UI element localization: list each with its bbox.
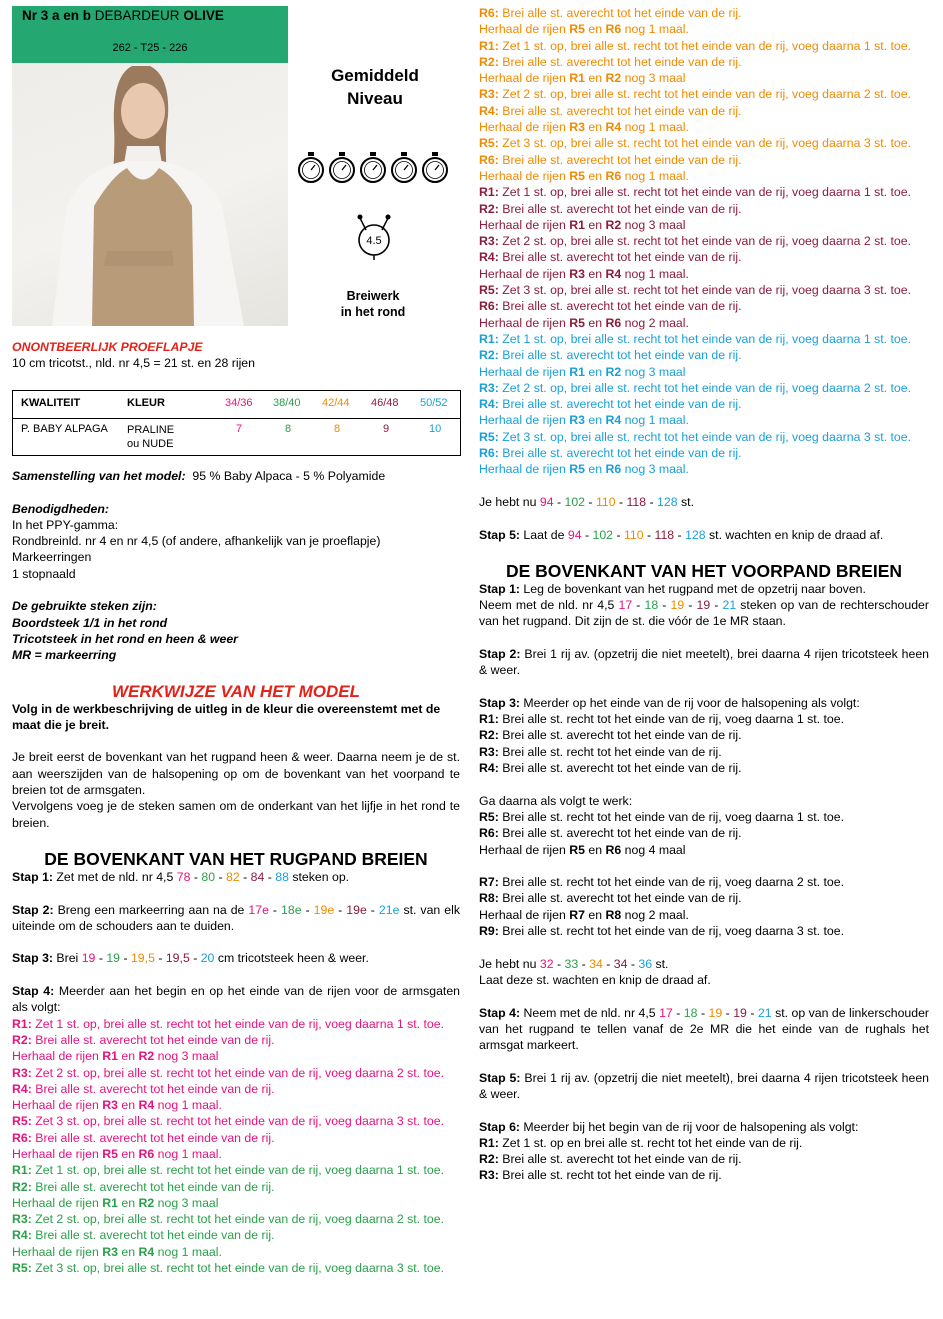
- back-section-title: DE BOVENKANT VAN HET RUGPAND BREIEN: [44, 848, 428, 869]
- instruction-row: R2: Brei alle st. averecht tot het einde van de rij.: [479, 348, 742, 363]
- repeat-row: Herhaal de rijen R1 en R2 nog 3 maal: [479, 71, 686, 86]
- instruction-row: R4: Brei alle st. averecht tot het einde van de rij.: [479, 250, 742, 265]
- front-section-title: DE BOVENKANT VAN HET VOORPAND BREIEN: [505, 560, 903, 581]
- stopwatch-rating: [296, 150, 452, 186]
- instruction-row: R6: Brei alle st. averecht tot het einde van de rij.: [479, 446, 742, 461]
- method-intro: Volg in de werkbeschrijving de uitleg in de kleur die overeenstemt met de maat die je breit.: [12, 701, 441, 732]
- front-step-1-b: Neem met de nld. nr 4,5 17 - 18 - 19 - 19 - 21 steken op van de rechterschouder van het rugpand. Dit zijn de st. die vóór de 1e MR staan.: [479, 598, 929, 629]
- front-step-5: Stap 5: Brei 1 rij av. (opzetrij die niet meetelt), brei daarna 4 rijen tricotsteek heen & weer.: [479, 1070, 930, 1101]
- back-step-3: Stap 3: Brei 19 - 19 - 19,5 - 19,5 - 20 cm tricotsteek heen & weer.: [12, 951, 369, 966]
- repeat-row: Herhaal de rijen R3 en R4 nog 1 maal.: [479, 266, 689, 281]
- instruction-row: R2: Brei alle st. averecht tot het einde van de rij.: [479, 54, 742, 69]
- repeat-row: Herhaal de rijen R1 en R2 nog 3 maal: [479, 364, 686, 379]
- repeat-row: Herhaal de rijen R3 en R4 nog 1 maal.: [479, 120, 689, 135]
- instruction-row: R5: Zet 3 st. op, brei alle st. recht tot het einde van de rij, voeg daarna 3 st. toe.: [12, 1261, 445, 1276]
- front-step-2: Stap 2: Brei 1 rij av. (opzetrij die niet meetelt), brei daarna 4 rijen tricotsteek heen & weer.: [479, 646, 930, 678]
- svg-text:4.5: 4.5: [366, 235, 382, 247]
- front-step-3: Stap 3: Meerder op het einde van de rij voor de halsopening als volgt:: [479, 695, 860, 710]
- back-step-2: Stap 2: Breng een markeerring aan na de 17e - 18e - 19e - 19e - 21e st. van elk uiteinde om de schouders aan te duiden.: [12, 902, 460, 933]
- instruction-row: R6: Brei alle st. averecht tot het einde van de rij.: [12, 1130, 275, 1145]
- gauge-block: ONONTBEERLIJK PROEFLAPJE 10 cm tricotst., nld. nr 4,5 = 21 st. en 28 rijen: [12, 340, 255, 371]
- back-step-4: Stap 4: Meerder aan het begin en op het einde van de rijen voor de armsgaten als volgt:: [12, 984, 460, 1015]
- instruction-row: R4: Brei alle st. averecht tot het einde van de rij.: [12, 1228, 275, 1243]
- repeat-row: Herhaal de rijen R5 en R6 nog 2 maal.: [479, 315, 689, 330]
- pattern-title: Nr 3 a en b DEBARDEUR OLIVE: [22, 8, 224, 23]
- repeat-row: Herhaal de rijen R3 en R4 nog 1 maal.: [12, 1098, 222, 1113]
- back-step-1: Stap 1: Zet met de nld. nr 4,5 78 - 80 - 82 - 84 - 88 steken op.: [12, 869, 350, 884]
- supplies-title: Benodigdheden:: [12, 501, 110, 516]
- instruction-row: R4: Brei alle st. averecht tot het einde van de rij.: [479, 397, 742, 412]
- stopwatch-icon: [299, 152, 323, 182]
- title-banner: [12, 6, 288, 63]
- left-column: Samenstelling van het model: 95 % Baby Alpaca - 5 % Polyamide Benodigdheden: In het PPY-gamma: Rondbreinld. nr 4 en nr 4,5 (of andere, afhankelijk van je proeflapje) Markeerringen 1 stopnaald De gebruikte steken zijn: Boordsteek 1/1 in het rond Tricotsteek in het rond en heen & weer MR = markeerring WERKWIJZE VAN HET MODEL Volg in de werkbeschrijving de uitleg in de kleur die overeenstemt met de maat die je breit. Je breit eerst de bovenkant van het rugpand heen & weer. Daarna neem je de st. aan weerszijden van de halsopening op om de bovenkant van het voorpand te breien tot de armsgaten. Vervolgens voeg je de steken samen om de onderkant van het lijfje in het rond te breien. DE BOVENKANT VAN HET RUGPAND BREIEN Stap 1: Zet met de nld. nr 4,5 78 - 80 - 82 - 84 - 88 steken op. Stap 2: Breng een markeerring aan na de 17e - 18e - 19e - 19e - 21e st. van elk uiteinde om de schouders aan te duiden. Stap 3: Brei 19 - 19 - 19,5 - 19,5 - 20 cm tricotsteek heen & weer. Stap 4: Meerder aan het begin en op het einde van de rijen voor de armsgaten als volgt: R1: Zet 1 st. op, brei alle st. recht tot het einde van de rij, voeg daarna 1 st. toe. R2: Brei alle st. averecht tot het einde van de rij. Herhaal de rijen R1 en R2 nog 3 maal R3: Zet 2 st. op, brei alle st. recht tot het einde van de rij, voeg daarna 2 st. toe. R4: Brei alle st. averecht tot het einde van de rij. Herhaal de rijen R3 en R4 nog 1 maal. R5: Zet 3 st. op, brei alle st. recht tot het einde van de rij, voeg daarna 3 st. toe. R6: Brei alle st. averecht tot het einde van de rij. Herhaal de rijen R5 en R6 nog 1 maal. R1: Zet 1 st. op, brei alle st. recht tot het einde van de rij, voeg daarna 1 st. toe. R2: Brei alle st. averecht tot het einde van de rij. Herhaal de rijen R1 en R2 nog 3 maal R3: Zet 2 st. op, brei alle st. recht tot het einde van de rij, voeg daarna 2 st. toe. R4: Brei alle st. averecht tot het einde van de rij. Herhaal de rijen R3 en R4 nog 1 maal. R5: Zet 3 st. op, brei alle st. recht tot het einde van de rij, voeg daarna 3 st. toe.: [12, 469, 460, 1276]
- instruction-row: R5: Zet 3 st. op, brei alle st. recht tot het einde van de rij, voeg daarna 3 st. toe.: [479, 429, 912, 444]
- stopwatch-icon: [423, 152, 447, 182]
- yarn-table: KWALITEIT KLEUR 34/36 38/40 42/44 46/48 50/52 P. BABY ALPAGA PRALINE ou NUDE 7 8 8 9 10: [12, 390, 461, 456]
- instruction-row: R4: Brei alle st. averecht tot het einde van de rij.: [12, 1081, 275, 1096]
- instruction-row: R3: Zet 2 st. op, brei alle st. recht tot het einde van de rij, voeg daarna 2 st. toe.: [12, 1212, 445, 1227]
- front-step-6: Stap 6: Meerder bij het begin van de rij voor de halsopening als volgt:: [479, 1119, 859, 1134]
- instruction-row: R2: Brei alle st. averecht tot het einde van de rij.: [479, 201, 742, 216]
- model-photo: [12, 6, 288, 326]
- needle-size-icon: [350, 212, 398, 262]
- instruction-row: R2: Brei alle st. averecht tot het einde van de rij.: [12, 1179, 275, 1194]
- instruction-row: R5: Zet 3 st. op, brei alle st. recht tot het einde van de rij, voeg daarna 3 st. toe.: [479, 136, 912, 151]
- repeat-row: Herhaal de rijen R1 en R2 nog 3 maal: [12, 1195, 219, 1210]
- method-title: WERKWIJZE VAN HET MODEL: [111, 681, 361, 701]
- instruction-row: R1: Zet 1 st. op, brei alle st. recht tot het einde van de rij, voeg daarna 1 st. toe.: [479, 38, 912, 53]
- repeat-row: Herhaal de rijen R1 en R2 nog 3 maal: [479, 217, 686, 232]
- instruction-row: R3: Zet 2 st. op, brei alle st. recht tot het einde van de rij, voeg daarna 2 st. toe.: [479, 234, 912, 249]
- stitches-title: De gebruikte steken zijn:: [12, 599, 157, 614]
- difficulty-level: Gemiddeld Niveau: [331, 66, 419, 108]
- repeat-row: Herhaal de rijen R5 en R6 nog 1 maal.: [479, 22, 689, 37]
- front-step-1: Stap 1: Leg de bovenkant van het rugpand met de opzetrij naar boven.: [479, 581, 866, 596]
- repeat-row: Herhaal de rijen R5 en R6 nog 1 maal.: [479, 168, 689, 183]
- stopwatch-icon: [392, 152, 416, 182]
- instruction-row: R4: Brei alle st. averecht tot het einde van de rij.: [479, 103, 742, 118]
- instruction-row: R6: Brei alle st. averecht tot het einde van de rij.: [479, 6, 742, 20]
- instruction-row: R6: Brei alle st. averecht tot het einde van de rij.: [479, 299, 742, 314]
- instruction-row: R5: Zet 3 st. op, brei alle st. recht tot het einde van de rij, voeg daarna 3 st. toe.: [479, 283, 912, 298]
- composition: Samenstelling van het model: 95 % Baby Alpaca - 5 % Polyamide: [12, 469, 386, 483]
- pattern-refs: 262 - T25 - 226: [112, 42, 188, 54]
- stitch-count: Je hebt nu 94 - 102 - 110 - 118 - 128 st.: [479, 494, 694, 509]
- instruction-row: R1: Zet 1 st. op, brei alle st. recht tot het einde van de rij, voeg daarna 1 st. toe.: [12, 1016, 445, 1031]
- knit-method: Breiwerk in het rond: [340, 289, 406, 319]
- repeat-row: Herhaal de rijen R3 en R4 nog 1 maal.: [12, 1244, 222, 1259]
- instruction-row: R5: Zet 3 st. op, brei alle st. recht tot het einde van de rij, voeg daarna 3 st. toe.: [12, 1114, 445, 1129]
- right-column: R6: Brei alle st. averecht tot het einde van de rij. Herhaal de rijen R5 en R6 nog 1 maal. R1: Zet 1 st. op, brei alle st. recht tot het einde van de rij, voeg daarna 1 st. toe. R2: Brei alle st. averecht tot het einde van de rij. Herhaal de rijen R1 en R2 nog 3 maal R3: Zet 2 st. op, brei alle st. recht tot het einde van de rij, voeg daarna 2 st. toe. R4: Brei alle st. averecht tot het einde van de rij. Herhaal de rijen R3 en R4 nog 1 maal. R5: Zet 3 st. op, brei alle st. recht tot het einde van de rij, voeg daarna 3 st. toe. R6: Brei alle st. averecht tot het einde van de rij. Herhaal de rijen R5 en R6 nog 1 maal. R1: Zet 1 st. op, brei alle st. recht tot het einde van de rij, voeg daarna 1 st. toe. R2: Brei alle st. averecht tot het einde van de rij. Herhaal de rijen R1 en R2 nog 3 maal R3: Zet 2 st. op, brei alle st. recht tot het einde van de rij, voeg daarna 2 st. toe. R4: Brei alle st. averecht tot het einde van de rij. Herhaal de rijen R3 en R4 nog 1 maal. R5: Zet 3 st. op, brei alle st. recht tot het einde van de rij, voeg daarna 3 st. toe. R6: Brei alle st. averecht tot het einde van de rij. Herhaal de rijen R5 en R6 nog 2 maal. R1: Zet 1 st. op, brei alle st. recht tot het einde van de rij, voeg daarna 1 st. toe. R2: Brei alle st. averecht tot het einde van de rij. Herhaal de rijen R1 en R2 nog 3 maal R3: Zet 2 st. op, brei alle st. recht tot het einde van de rij, voeg daarna 2 st. toe. R4: Brei alle st. averecht tot het einde van de rij. Herhaal de rijen R3 en R4 nog 1 maal. R5: Zet 3 st. op, brei alle st. recht tot het einde van de rij, voeg daarna 3 st. toe. R6: Brei alle st. averecht tot het einde van de rij. Herhaal de rijen R5 en R6 nog 3 maal. Je hebt nu 94 - 102 - 110 - 118 - 128 st. Stap 5: Laat de 94 - 102 - 110 - 118 - 128 st. wachten en knip de draad af. DE BOVENKANT VAN HET VOORPAND BREIEN Stap 1: Leg de bovenkant van het rugpand met de opzetrij naar boven. Neem met de nld. nr 4,5 17 - 18 - 19 - 19 - 21 steken op van de rechterschouder van het rugpand. Dit zijn de st. die vóór de 1e MR staan. Stap 2: Brei 1 rij av. (opzetrij die niet meetelt), brei daarna 4 rijen tricotsteek heen & weer. Stap 3: Meerder op het einde van de rij voor de halsopening als volgt: R1: Brei alle st. recht tot het einde van de rij, voeg daarna 1 st. toe. R2: Brei alle st. averecht tot het einde van de rij. R3: Brei alle st. recht tot het einde van de rij. R4: Brei alle st. averecht tot het einde van de rij. Ga daarna als volgt te werk: R5: Brei alle st. recht tot het einde van de rij, voeg daarna 1 st. toe. R6: Brei alle st. averecht tot het einde van de rij. Herhaal de rijen R5 en R6 nog 4 maal R7: Brei alle st. recht tot het einde van de rij, voeg daarna 2 st. toe. R8: Brei alle st. averecht tot het einde van de rij. Herhaal de rijen R7 en R8 nog 2 maal. R9: Brei alle st. recht tot het einde van de rij, voeg daarna 3 st. toe. Je hebt nu 32 - 33 - 34 - 34 - 36 st. Laat deze st. wachten en knip de draad af. Stap 4: Neem met de nld. nr 4,5 17 - 18 - 19 - 19 - 21 st. op van de linkerschouder van het rugpand te tellen vanaf de 2e MR die het einde van de rughals het armsgat markeert. Stap 5: Brei 1 rij av. (opzetrij die niet meetelt), brei daarna 4 rijen tricotsteek heen & weer. Stap 6: Meerder bij het begin van de rij voor de halsopening als volgt: R1: Zet 1 st. op en brei alle st. recht tot het einde van de rij. R2: Brei alle st. averecht tot het einde van de rij. R3: Brei alle st. recht tot het einde van de rij.: [479, 6, 930, 1183]
- repeat-row: Herhaal de rijen R3 en R4 nog 1 maal.: [479, 413, 689, 428]
- instruction-row: R3: Zet 2 st. op, brei alle st. recht tot het einde van de rij, voeg daarna 2 st. toe.: [479, 87, 912, 102]
- front-step-4: Stap 4: Neem met de nld. nr 4,5 17 - 18 - 19 - 19 - 21 st. op van de linkerschouder van het rugpand te tellen vanaf de 2e MR die het einde van de rughals het armsgat markeert.: [479, 1005, 930, 1053]
- stopwatch-icon: [361, 152, 385, 182]
- instruction-row: R1: Zet 1 st. op, brei alle st. recht tot het einde van de rij, voeg daarna 1 st. toe.: [479, 331, 912, 346]
- stopwatch-icon: [330, 152, 354, 182]
- instruction-row: R3: Zet 2 st. op, brei alle st. recht tot het einde van de rij, voeg daarna 2 st. toe.: [12, 1065, 445, 1080]
- back-step-5: Stap 5: Laat de 94 - 102 - 110 - 118 - 128 st. wachten en knip de draad af.: [479, 527, 884, 542]
- repeat-row: Herhaal de rijen R5 en R6 nog 3 maal.: [479, 462, 689, 477]
- repeat-row: Herhaal de rijen R1 en R2 nog 3 maal: [12, 1049, 219, 1064]
- instruction-row: R1: Zet 1 st. op, brei alle st. recht tot het einde van de rij, voeg daarna 1 st. toe.: [479, 185, 912, 200]
- instruction-row: R1: Zet 1 st. op, brei alle st. recht tot het einde van de rij, voeg daarna 1 st. toe.: [12, 1163, 445, 1178]
- instruction-row: R6: Brei alle st. averecht tot het einde van de rij.: [479, 152, 742, 167]
- instruction-row: R3: Zet 2 st. op, brei alle st. recht tot het einde van de rij, voeg daarna 2 st. toe.: [479, 380, 912, 395]
- repeat-row: Herhaal de rijen R5 en R6 nog 1 maal.: [12, 1146, 222, 1161]
- instruction-row: R2: Brei alle st. averecht tot het einde van de rij.: [12, 1032, 275, 1047]
